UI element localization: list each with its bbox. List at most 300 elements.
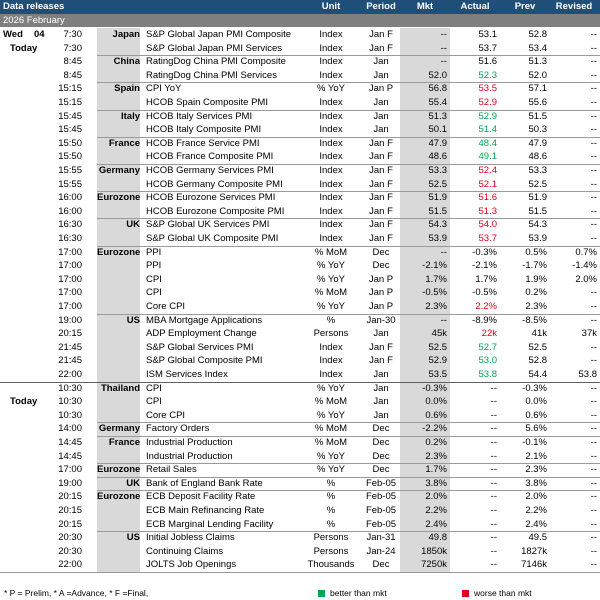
- prev-cell: 1827k: [521, 545, 547, 557]
- mkt-cell: 50.1: [428, 124, 447, 136]
- prev-cell: 48.6: [528, 151, 547, 163]
- mkt-cell: 52.9: [428, 355, 447, 367]
- table-row: [0, 354, 600, 368]
- event-cell: Industrial Production: [146, 437, 233, 448]
- event-cell: HCOB France Service PMI: [146, 137, 260, 149]
- prev-cell: 2.3%: [525, 301, 547, 312]
- table-row: [0, 82, 600, 96]
- event-cell: HCOB Italy Services PMI: [146, 110, 253, 122]
- time-cell: 19:00: [58, 477, 82, 489]
- period-cell: Jan: [373, 124, 389, 136]
- period-cell: Jan P: [368, 273, 394, 285]
- unit-cell: Index: [319, 165, 343, 176]
- period-cell: Feb-05: [365, 505, 397, 516]
- unit-cell: Index: [319, 233, 343, 244]
- time-cell: 20:15: [58, 328, 82, 340]
- mkt-cell: 52.5: [428, 178, 447, 190]
- period-cell: Jan F: [369, 137, 393, 149]
- time-cell: 16:00: [58, 205, 82, 217]
- prev-cell: 55.6: [528, 97, 547, 108]
- time-cell: 16:30: [58, 219, 82, 231]
- table-row: [0, 218, 600, 232]
- period-cell: Jan P: [368, 83, 394, 95]
- prev-cell: 0.2%: [525, 287, 547, 299]
- time-cell: 17:00: [58, 301, 82, 312]
- time-cell: 20:30: [58, 532, 82, 544]
- prev-cell: 52.8: [528, 29, 547, 40]
- group-divider: [97, 218, 600, 219]
- prev-cell: 57.1: [528, 83, 547, 95]
- revised-cell: 2.0%: [575, 273, 597, 285]
- table-row: [0, 178, 600, 192]
- day-label-tomorrow: Today: [10, 396, 38, 408]
- actual-cell: --: [490, 409, 497, 421]
- actual-cell: 52.4: [478, 165, 497, 176]
- period-cell: Jan F: [369, 165, 393, 176]
- mkt-cell: 1.7%: [425, 464, 447, 476]
- country-cell: Germany: [98, 423, 140, 435]
- revised-cell: --: [590, 423, 597, 435]
- mkt-cell: 56.8: [428, 83, 447, 95]
- actual-cell: 52.1: [478, 178, 497, 190]
- event-cell: HCOB Eurozone Composite PMI: [146, 205, 285, 217]
- period-cell: Jan: [373, 382, 389, 394]
- revised-cell: 53.8: [578, 369, 597, 380]
- event-cell: S&P Global UK Services PMI: [146, 219, 270, 231]
- revised-cell: --: [590, 477, 597, 489]
- time-cell: 8:45: [63, 56, 82, 68]
- actual-cell: --: [490, 532, 497, 544]
- event-cell: ECB Main Refinancing Rate: [146, 505, 265, 516]
- table-row: [0, 477, 600, 491]
- unit-cell: Index: [319, 192, 343, 204]
- prev-cell: 52.8: [528, 355, 547, 367]
- revised-cell: --: [590, 355, 597, 367]
- unit-cell: % YoY: [317, 382, 345, 394]
- actual-cell: 54.0: [478, 219, 497, 231]
- revised-cell: --: [590, 29, 597, 40]
- country-cell: US: [126, 314, 140, 326]
- unit-cell: Persons: [313, 328, 349, 340]
- mkt-cell: 51.5: [428, 205, 447, 217]
- unit-cell: % YoY: [317, 273, 345, 285]
- mkt-cell: 0.2%: [425, 437, 447, 448]
- country-cell: Eurozone: [97, 464, 140, 476]
- time-cell: 20:15: [58, 491, 82, 503]
- table-row: [0, 504, 600, 518]
- revised-cell: --: [590, 450, 597, 462]
- group-divider: [97, 164, 600, 165]
- actual-cell: 53.0: [478, 355, 497, 367]
- country-cell: UK: [126, 219, 140, 231]
- legend-better: [318, 586, 387, 600]
- legend-worse: [462, 586, 532, 600]
- day-label-today: Today: [10, 42, 38, 54]
- event-cell: CPI: [146, 273, 162, 285]
- table-row: [0, 28, 600, 42]
- country-cell: Spain: [114, 83, 140, 95]
- period-cell: Jan: [373, 396, 389, 408]
- time-cell: 17:00: [58, 246, 82, 258]
- time-cell: 14:00: [58, 423, 82, 435]
- group-divider: [97, 191, 600, 192]
- revised-cell: --: [590, 491, 597, 503]
- period-cell: Jan F: [369, 219, 393, 231]
- event-cell: ECB Deposit Facility Rate: [146, 491, 256, 503]
- unit-cell: % YoY: [317, 83, 345, 95]
- table-row: [0, 368, 600, 382]
- period-cell: Jan: [373, 409, 389, 421]
- actual-cell: -2.1%: [472, 260, 497, 272]
- table-row: [0, 137, 600, 151]
- revised-cell: --: [590, 532, 597, 544]
- unit-cell: % YoY: [317, 409, 345, 421]
- group-divider: [97, 82, 600, 83]
- revised-cell: --: [590, 464, 597, 476]
- period-cell: Jan: [373, 110, 389, 122]
- prev-cell: 47.9: [528, 137, 547, 149]
- table-row: [0, 341, 600, 355]
- table-row: [0, 246, 600, 260]
- table-row: [0, 96, 600, 110]
- time-cell: 10:30: [58, 396, 82, 408]
- country-cell: Japan: [112, 29, 140, 40]
- time-cell: 15:50: [58, 137, 82, 149]
- unit-cell: Index: [319, 97, 343, 108]
- prev-cell: 0.0%: [525, 396, 547, 408]
- actual-cell: 53.5: [478, 83, 497, 95]
- time-cell: 21:45: [58, 341, 82, 353]
- prev-cell: 2.2%: [525, 505, 547, 516]
- prev-cell: 2.1%: [525, 450, 547, 462]
- event-cell: Factory Orders: [146, 423, 210, 435]
- table-row: [0, 422, 600, 436]
- period-cell: Jan: [373, 69, 389, 81]
- red-square-icon: [462, 590, 469, 597]
- group-divider: [97, 436, 600, 437]
- period-cell: Jan F: [369, 178, 393, 190]
- period-cell: Jan-31: [366, 532, 396, 544]
- table-row: [0, 273, 600, 287]
- actual-cell: 49.1: [478, 151, 497, 163]
- mkt-cell: 51.3: [428, 110, 447, 122]
- mkt-cell: 0.0%: [425, 396, 447, 408]
- mkt-cell: 53.9: [428, 233, 447, 244]
- actual-cell: 51.4: [478, 124, 497, 136]
- col-revised: Revised: [555, 1, 593, 12]
- mkt-cell: 45k: [431, 328, 447, 340]
- group-divider: [97, 477, 600, 478]
- revised-cell: --: [590, 301, 597, 312]
- mkt-cell: --: [440, 56, 447, 68]
- legend-worse-label: worse than mkt: [474, 588, 532, 598]
- prev-cell: 54.4: [528, 369, 547, 380]
- table-row: [0, 531, 600, 545]
- day-label-date: 04: [34, 29, 45, 40]
- table-row: [0, 314, 600, 328]
- prev-cell: 41k: [531, 328, 547, 340]
- period-cell: Jan P: [368, 301, 394, 312]
- time-cell: 14:45: [58, 437, 82, 448]
- month-subheader: [0, 14, 600, 27]
- country-cell: Eurozone: [97, 192, 140, 204]
- period-cell: Jan F: [369, 29, 393, 40]
- unit-cell: Index: [319, 178, 343, 190]
- country-cell: France: [108, 437, 140, 448]
- unit-cell: % MoM: [314, 437, 348, 448]
- actual-cell: 2.2%: [475, 301, 497, 312]
- event-cell: S&P Global Services PMI: [146, 341, 254, 353]
- prev-cell: 53.4: [528, 42, 547, 54]
- prev-cell: 3.8%: [525, 477, 547, 489]
- period-cell: Dec: [372, 260, 390, 272]
- revised-cell: --: [590, 545, 597, 557]
- event-cell: Continuing Claims: [146, 545, 224, 557]
- mkt-cell: --: [440, 314, 447, 326]
- event-cell: JOLTS Job Openings: [146, 559, 237, 571]
- revised-cell: --: [590, 314, 597, 326]
- mkt-cell: 2.3%: [425, 301, 447, 312]
- period-cell: Feb-05: [365, 491, 397, 503]
- period-cell: Dec: [372, 450, 390, 462]
- table-row: [0, 259, 600, 273]
- event-cell: CPI: [146, 396, 162, 408]
- unit-cell: Index: [319, 110, 343, 122]
- actual-cell: 52.9: [478, 97, 497, 108]
- unit-cell: %: [326, 518, 336, 530]
- time-cell: 20:15: [58, 518, 82, 530]
- actual-cell: --: [490, 464, 497, 476]
- group-divider: [97, 422, 600, 423]
- mkt-cell: 53.5: [428, 369, 447, 380]
- unit-cell: %: [326, 491, 336, 503]
- time-cell: 15:55: [58, 178, 82, 190]
- period-cell: Jan F: [369, 341, 393, 353]
- event-cell: RatingDog China PMI Composite: [146, 56, 286, 68]
- revised-cell: --: [590, 219, 597, 231]
- actual-cell: --: [490, 505, 497, 516]
- revised-cell: --: [590, 233, 597, 244]
- period-cell: Dec: [372, 464, 390, 476]
- month-label: 2026 February: [3, 15, 65, 26]
- table-row: [0, 518, 600, 532]
- table-row: [0, 42, 600, 56]
- revised-cell: --: [590, 42, 597, 54]
- col-mkt: Mkt: [416, 1, 434, 12]
- time-cell: 22:00: [58, 559, 82, 571]
- event-cell: HCOB Spain Composite PMI: [146, 97, 268, 108]
- mkt-cell: 55.4: [428, 97, 447, 108]
- period-cell: Jan-24: [366, 545, 396, 557]
- event-cell: PPI: [146, 260, 162, 272]
- legend-better-label: better than mkt: [330, 588, 387, 598]
- table-row: [0, 164, 600, 178]
- period-cell: Jan F: [369, 205, 393, 217]
- mkt-cell: 53.3: [428, 165, 447, 176]
- unit-cell: Index: [319, 56, 343, 68]
- table-row: [0, 395, 600, 409]
- mkt-cell: 2.3%: [425, 450, 447, 462]
- country-cell: Eurozone: [97, 246, 140, 258]
- period-cell: Jan P: [368, 287, 394, 299]
- unit-cell: % MoM: [314, 246, 348, 258]
- time-cell: 7:30: [63, 29, 82, 40]
- unit-cell: %: [326, 314, 336, 326]
- mkt-cell: --: [440, 29, 447, 40]
- prev-cell: 2.0%: [525, 491, 547, 503]
- time-cell: 16:00: [58, 192, 82, 204]
- revised-cell: --: [590, 69, 597, 81]
- time-cell: 15:15: [58, 97, 82, 108]
- unit-cell: Index: [319, 151, 343, 163]
- prev-cell: 54.3: [528, 219, 547, 231]
- revised-cell: --: [590, 205, 597, 217]
- table-row: [0, 436, 600, 450]
- period-cell: Dec: [372, 559, 390, 571]
- time-cell: 7:30: [63, 42, 82, 54]
- period-cell: Jan F: [369, 192, 393, 204]
- group-divider: [97, 110, 600, 111]
- table-row: [0, 490, 600, 504]
- table-row: [0, 286, 600, 300]
- period-cell: Dec: [372, 437, 390, 448]
- actual-cell: 52.7: [478, 341, 497, 353]
- group-divider: [97, 246, 600, 247]
- revised-cell: --: [590, 165, 597, 176]
- event-cell: Core CPI: [146, 301, 186, 312]
- event-cell: CPI: [146, 382, 162, 394]
- table-title: Data releases: [3, 1, 65, 12]
- event-cell: ISM Services Index: [146, 369, 228, 380]
- prev-cell: -8.5%: [522, 314, 547, 326]
- col-unit: Unit: [321, 1, 341, 12]
- prev-cell: 0.6%: [525, 409, 547, 421]
- actual-cell: 22k: [481, 328, 497, 340]
- revised-cell: --: [590, 505, 597, 516]
- revised-cell: --: [590, 559, 597, 571]
- actual-cell: --: [490, 382, 497, 394]
- actual-cell: --: [490, 545, 497, 557]
- actual-cell: -8.9%: [472, 314, 497, 326]
- revised-cell: --: [590, 287, 597, 299]
- table-row: [0, 558, 600, 572]
- event-cell: S&P Global Composite PMI: [146, 355, 263, 367]
- event-cell: HCOB Italy Composite PMI: [146, 124, 262, 136]
- mkt-cell: 2.2%: [425, 505, 447, 516]
- group-divider: [97, 463, 600, 464]
- footer-note: * P = Prelim, * A =Advance, * F =Final,: [4, 588, 149, 598]
- table-header: [0, 0, 600, 14]
- country-cell: UK: [126, 477, 140, 489]
- time-cell: 8:45: [63, 69, 82, 81]
- prev-cell: 2.4%: [525, 518, 547, 530]
- event-cell: PPI: [146, 246, 162, 258]
- revised-cell: --: [590, 124, 597, 136]
- mkt-cell: 49.8: [428, 532, 447, 544]
- unit-cell: Index: [319, 369, 343, 380]
- prev-cell: -0.1%: [522, 437, 547, 448]
- country-cell: Italy: [120, 110, 140, 122]
- event-cell: HCOB Germany Composite PMI: [146, 178, 283, 190]
- event-cell: RatingDog China PMI Services: [146, 69, 277, 81]
- prev-cell: 7146k: [521, 559, 547, 571]
- mkt-cell: -2.2%: [422, 423, 447, 435]
- event-cell: HCOB Germany Services PMI: [146, 165, 274, 176]
- col-prev: Prev: [514, 1, 536, 12]
- actual-cell: 53.7: [478, 233, 497, 244]
- revised-cell: --: [590, 518, 597, 530]
- table-row: [0, 110, 600, 124]
- revised-cell: --: [590, 56, 597, 68]
- period-cell: Jan F: [369, 355, 393, 367]
- actual-cell: --: [490, 477, 497, 489]
- actual-cell: --: [490, 559, 497, 571]
- prev-cell: 51.5: [528, 205, 547, 217]
- table-row: [0, 205, 600, 219]
- table-row: [0, 409, 600, 423]
- mkt-cell: 1.7%: [425, 273, 447, 285]
- revised-cell: --: [590, 97, 597, 108]
- period-cell: Jan F: [369, 151, 393, 163]
- mkt-cell: 52.0: [428, 69, 447, 81]
- prev-cell: 5.6%: [525, 423, 547, 435]
- table-bottom-rule: [0, 572, 600, 573]
- period-cell: Jan-30: [366, 314, 396, 326]
- prev-cell: 2.3%: [525, 464, 547, 476]
- green-square-icon: [318, 590, 325, 597]
- time-cell: 15:45: [58, 110, 82, 122]
- actual-cell: 51.6: [478, 56, 497, 68]
- time-cell: 15:15: [58, 83, 82, 95]
- time-cell: 20:15: [58, 505, 82, 516]
- unit-cell: % MoM: [314, 423, 348, 435]
- revised-cell: --: [590, 396, 597, 408]
- event-cell: ADP Employment Change: [146, 328, 257, 340]
- period-cell: Feb-05: [365, 518, 397, 530]
- actual-cell: 51.3: [478, 205, 497, 217]
- actual-cell: --: [490, 423, 497, 435]
- time-cell: 22:00: [58, 369, 82, 380]
- mkt-cell: 7250k: [421, 559, 447, 571]
- period-cell: Jan: [373, 56, 389, 68]
- time-cell: 16:30: [58, 233, 82, 244]
- period-cell: Jan: [373, 369, 389, 380]
- event-cell: HCOB France Composite PMI: [146, 151, 274, 163]
- revised-cell: --: [590, 409, 597, 421]
- actual-cell: --: [490, 491, 497, 503]
- table-row: [0, 327, 600, 341]
- time-cell: 15:45: [58, 124, 82, 136]
- period-cell: Dec: [372, 246, 390, 258]
- actual-cell: 52.3: [478, 69, 497, 81]
- unit-cell: Index: [319, 219, 343, 231]
- unit-cell: Index: [319, 42, 343, 54]
- actual-cell: -0.3%: [472, 246, 497, 258]
- group-divider: [97, 137, 600, 138]
- time-cell: 15:55: [58, 165, 82, 176]
- mkt-cell: --: [440, 246, 447, 258]
- unit-cell: Thousands: [307, 559, 355, 571]
- table-row: [0, 463, 600, 477]
- group-divider: [97, 314, 600, 315]
- event-cell: CPI YoY: [146, 83, 182, 95]
- mkt-cell: --: [440, 42, 447, 54]
- unit-cell: % YoY: [317, 464, 345, 476]
- group-divider: [97, 490, 600, 491]
- event-cell: Core CPI: [146, 409, 186, 421]
- unit-cell: Persons: [313, 545, 349, 557]
- period-cell: Jan F: [369, 233, 393, 244]
